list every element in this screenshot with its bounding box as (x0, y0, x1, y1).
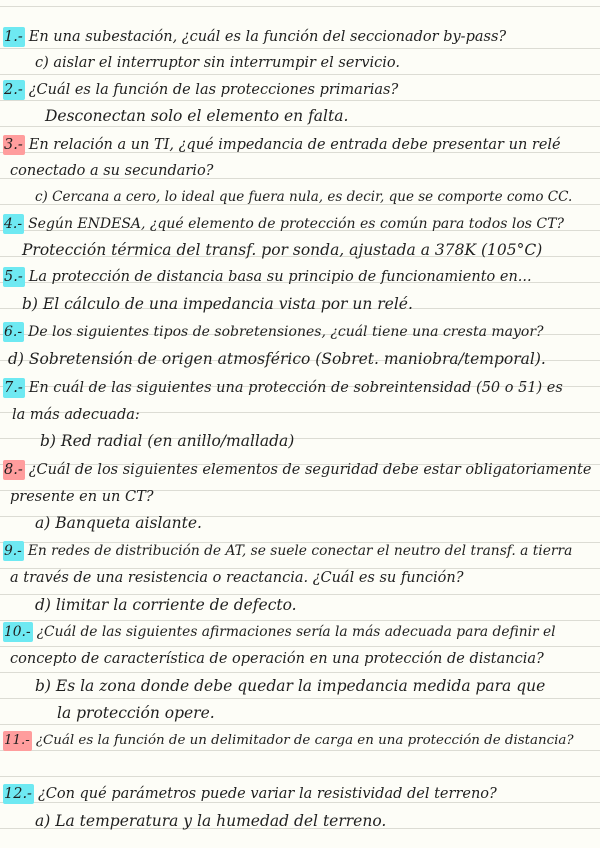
question-7-continuation: la más adecuada: (12, 407, 140, 423)
question-2 (3, 80, 398, 100)
answer-10-continuation: la protección opere. (57, 704, 215, 722)
question-text: En una subestación, ¿cuál es la función del seccionador by-pass? (28, 29, 507, 45)
question-12 (3, 784, 497, 804)
question-number-4: 4.- (4, 216, 23, 232)
question-number-12: 12.- (4, 786, 32, 802)
answer-12: a) La temperatura y la humedad del terreno. (35, 812, 387, 830)
question-3 (3, 135, 561, 155)
question-number-11: 11.- (3, 731, 32, 751)
question-text: En relación a un TI, ¿qué impedancia de entrada debe presentar un relé (28, 137, 561, 153)
question-1 (3, 27, 506, 47)
question-number-3: 3.- (4, 137, 23, 153)
answer-6: d) Sobretensión de origen atmosférico (Sobret. maniobra/temporal). (8, 350, 546, 368)
question-text: ¿Cuál de las siguientes afirmaciones sería la más adecuada para definir el (36, 624, 556, 640)
question-text: En cuál de las siguientes una protección de sobreintensidad (50 o 51) es (28, 380, 563, 396)
question-number-5: 5.- (4, 269, 23, 285)
question-6 (3, 322, 544, 342)
question-text: ¿Cuál es la función de un delimitador de carga en una protección de distancia? (35, 733, 574, 748)
question-8 (3, 460, 591, 480)
answer-3: c) Cercana a cero, lo ideal que fuera nula, es decir, que se comporte como CC. (35, 189, 573, 205)
question-number-2: 2.- (4, 82, 23, 98)
question-text: En redes de distribución de AT, se suele conectar el neutro del transf. a tierra (27, 543, 573, 559)
question-3-continuation: conectado a su secundario? (10, 163, 214, 179)
question-9-continuation: a través de una resistencia o reactancia. ¿Cuál es su función? (10, 570, 464, 586)
answer-4: Protección térmica del transf. por sonda, ajustada a 378K (105°C) (22, 241, 543, 259)
question-5 (3, 267, 532, 287)
question-number-9: 9.- (4, 543, 22, 559)
question-number-10: 10.- (4, 624, 31, 640)
question-text: La protección de distancia basa su principio de funcionamiento en... (28, 269, 532, 285)
question-number-6: 6.- (4, 324, 23, 340)
answer-2: Desconectan solo el elemento en falta. (45, 107, 349, 125)
answer-5: b) El cálculo de una impedancia vista por un relé. (22, 295, 413, 313)
question-text: ¿Cuál es la función de las protecciones primarias? (28, 82, 399, 98)
question-text: Según ENDESA, ¿qué elemento de protección es común para todos los CT? (28, 216, 564, 232)
question-number-1: 1.- (4, 29, 23, 45)
answer-7: b) Red radial (en anillo/mallada) (40, 432, 295, 450)
answer-10: b) Es la zona donde debe quedar la impedancia medida para que (35, 677, 546, 695)
answer-1: c) aislar el interruptor sin interrumpir el servicio. (35, 55, 400, 71)
question-7 (3, 378, 563, 398)
question-text: ¿Cuál de los siguientes elementos de seguridad debe estar obligatoriamente (28, 462, 592, 478)
question-9 (3, 541, 572, 561)
answer-8: a) Banqueta aislante. (35, 514, 202, 532)
question-number-7: 7.- (4, 380, 23, 396)
question-4 (3, 214, 564, 234)
question-10 (3, 622, 556, 642)
question-11 (3, 731, 574, 751)
question-text: ¿Con qué parámetros puede variar la resistividad del terreno? (37, 786, 497, 802)
question-10-continuation: concepto de característica de operación en una protección de distancia? (10, 651, 544, 667)
answer-9: d) limitar la corriente de defecto. (35, 596, 297, 614)
question-8-continuation: presente en un CT? (10, 489, 154, 505)
question-text: De los siguientes tipos de sobretensiones, ¿cuál tiene una cresta mayor? (28, 324, 544, 340)
question-number-8: 8.- (4, 462, 23, 478)
